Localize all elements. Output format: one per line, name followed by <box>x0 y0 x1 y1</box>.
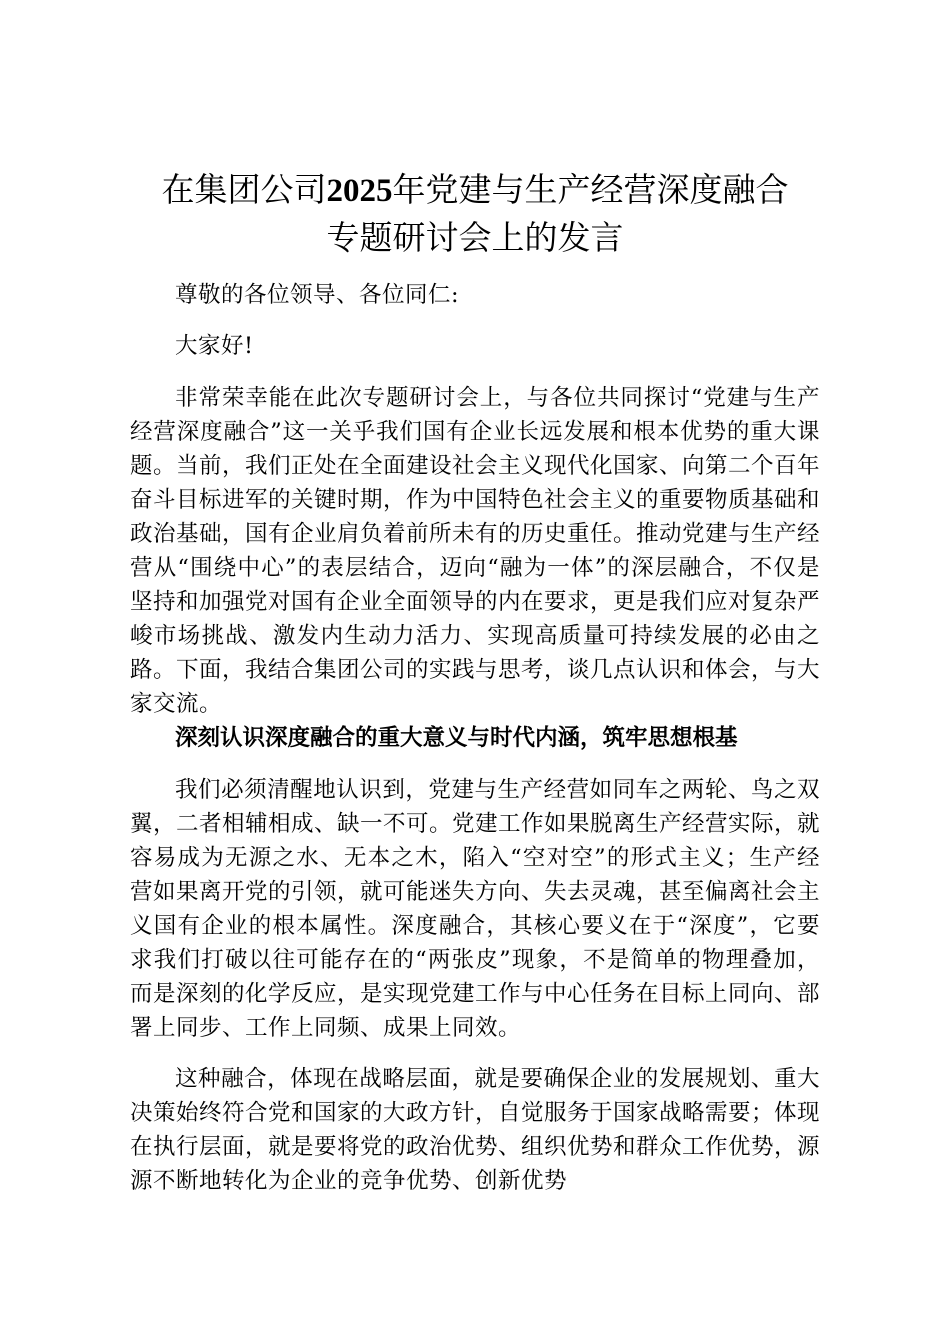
body-paragraph-2: 这种融合，体现在战略层面，就是要确保企业的发展规划、重大决策始终符合党和国家的大政方针，自觉服务于国家战略需要；体现在执行层面，就是要将党的政治优势、组织优势和群众工作优势，源源不断地转化为企业的竞争优势、创新优势 <box>130 1066 821 1194</box>
section-heading: 深刻认识深度融合的重大意义与时代内涵，筑牢思想根基 <box>175 725 738 751</box>
title-prefix: 在集团公司 <box>161 170 327 209</box>
salutation: 尊敬的各位领导、各位同仁: <box>175 282 460 308</box>
title-year: 2025 <box>326 173 393 209</box>
body-paragraph-1: 我们必须清醒地认识到，党建与生产经营如同车之两轮、鸟之双翼，二者相辅相成、缺一不可。党建工作如果脱离生产经营实际，就容易成为无源之水、无本之木，陷入“空对空”的形式主义；生产经营如果离开党的引领，就可能迷失方向、失去灵魂，甚至偏离社会主义国有企业的根本属性。深度融合，其核心要义在于“深度”，它要求我们打破以往可能存在的“两张皮”现象，不是简单的物理叠加，而是深刻的化学反应，是实现党建工作与中心任务在目标上同向、部署上同步、工作上同频、成果上同效。 <box>130 777 821 1041</box>
greeting: 大家好! <box>175 333 254 359</box>
intro-paragraph: 非常荣幸能在此次专题研讨会上，与各位共同探讨“党建与生产经营深度融合”这一关乎我们国有企业长远发展和根本优势的重大课题。当前，我们正处在全面建设社会主义现代化国家、向第二个百年奋斗目标进军的关键时期，作为中国特色社会主义的重要物质基础和政治基础，国有企业肩负着前所未有的历史重任。推动党建与生产经营从“围绕中心”的表层结合，迈向“融为一体”的深层融合，不仅是坚持和加强党对国有企业全面领导的内在要求，更是我们应对复杂严峻市场挑战、激发内生动力活力、实现高质量可持续发展的必由之路。下面，我结合集团公司的实践与思考，谈几点认识和体会，与大家交流。 <box>130 385 821 717</box>
document-title-line-1 <box>120 168 830 213</box>
title-suffix: 年党建与生产经营深度融合 <box>392 170 789 209</box>
document-page <box>130 0 820 1344</box>
document-title-line-2: 专题研讨会上的发言 <box>326 218 624 257</box>
